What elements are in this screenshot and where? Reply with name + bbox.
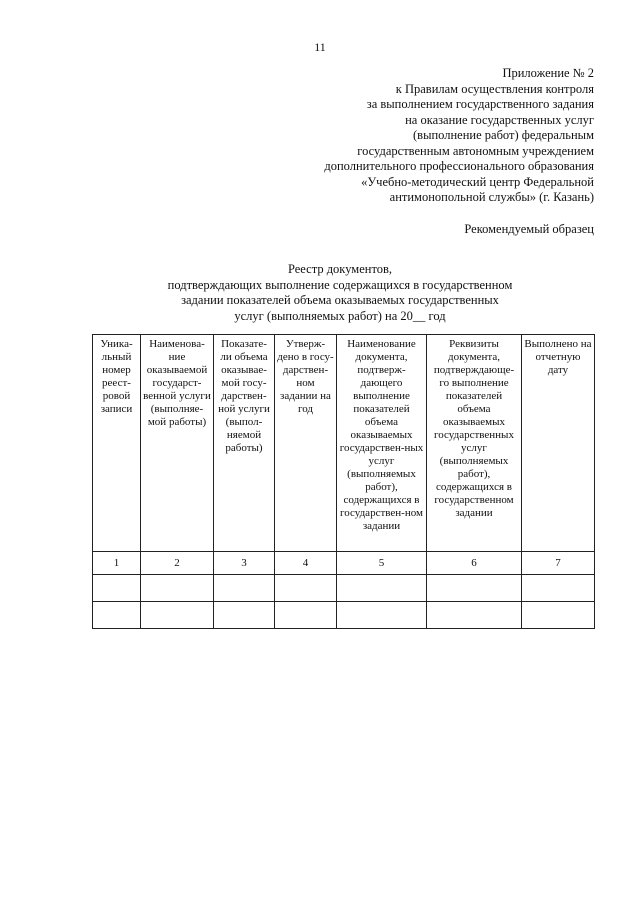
column-number-row [93,552,595,575]
table-cell[interactable] [337,575,427,602]
registry-table [92,334,595,629]
table-cell[interactable] [214,575,275,602]
appendix-line: антимонопольной службы» (г. Казань) [389,190,594,204]
table-cell[interactable] [427,602,522,629]
recommended-sample-label: Рекомендуемый образец [464,222,594,236]
page-number: 11 [314,40,326,54]
appendix-line: к Правилам осуществления контроля [395,81,594,96]
header-cell-volume-indicators: Показате-ли объема оказывае-мой госу-дарствен-ной услуги (выпол-няемой работы) [214,335,275,552]
appendix-line: (выполнение работ) федеральным [413,128,594,142]
table-cell[interactable] [93,575,141,602]
table-row [93,602,595,629]
table-cell[interactable] [214,602,275,629]
column-number: 2 [141,552,214,575]
document-title [120,262,560,324]
appendix-block [294,66,594,206]
table-cell[interactable] [275,575,337,602]
column-number: 6 [427,552,522,575]
header-cell-approved: Утверж-дено в госу-дарствен-ном задании на год [275,335,337,552]
appendix-line: за выполнением государственного задания [366,97,594,111]
appendix-line: на оказание государственных услуг [405,112,594,127]
header-cell-document-name: Наименование документа, подтверж-дающего выполнение показателей объема оказываемых государствен-ных услуг (выполняемых работ), содержащихся в государствен-ном задании [337,335,427,552]
title-line: задании показателей объема оказываемых государственных [181,293,499,307]
table-cell[interactable] [522,575,595,602]
title-line: подтверждающих выполнение содержащихся в государственном [167,277,513,292]
appendix-line: «Учебно-методический центр Федеральной [361,174,594,189]
column-number: 3 [214,552,275,575]
header-cell-record-number: Уника-льный номер реест-ровой записи [93,335,141,552]
column-number: 5 [337,552,427,575]
header-cell-completed: Выполнено на отчетную дату [522,335,595,552]
table-header-row [93,335,595,552]
appendix-line: Приложение № 2 [502,66,594,80]
appendix-line: государственным автономным учреждением [357,143,594,158]
header-cell-service-name: Наименова-ние оказываемой государст-венной услуги (выполняе-мой работы) [141,335,214,552]
title-line: услуг (выполняемых работ) на 20__ год [234,308,446,323]
table-cell[interactable] [275,602,337,629]
table-cell[interactable] [522,602,595,629]
column-number: 4 [275,552,337,575]
table-row [93,575,595,602]
table-cell[interactable] [93,602,141,629]
title-line: Реестр документов, [287,262,393,276]
table-cell[interactable] [141,575,214,602]
table-cell[interactable] [427,575,522,602]
table-cell[interactable] [141,602,214,629]
appendix-line: дополнительного профессионального образования [324,159,594,173]
table-cell[interactable] [337,602,427,629]
column-number: 1 [93,552,141,575]
column-number: 7 [522,552,595,575]
header-cell-document-details: Реквизиты документа, подтверждающе-го выполнение показателей объема оказываемых государственных услуг (выполняемых работ), содержащихся в государственном задании [427,335,522,552]
